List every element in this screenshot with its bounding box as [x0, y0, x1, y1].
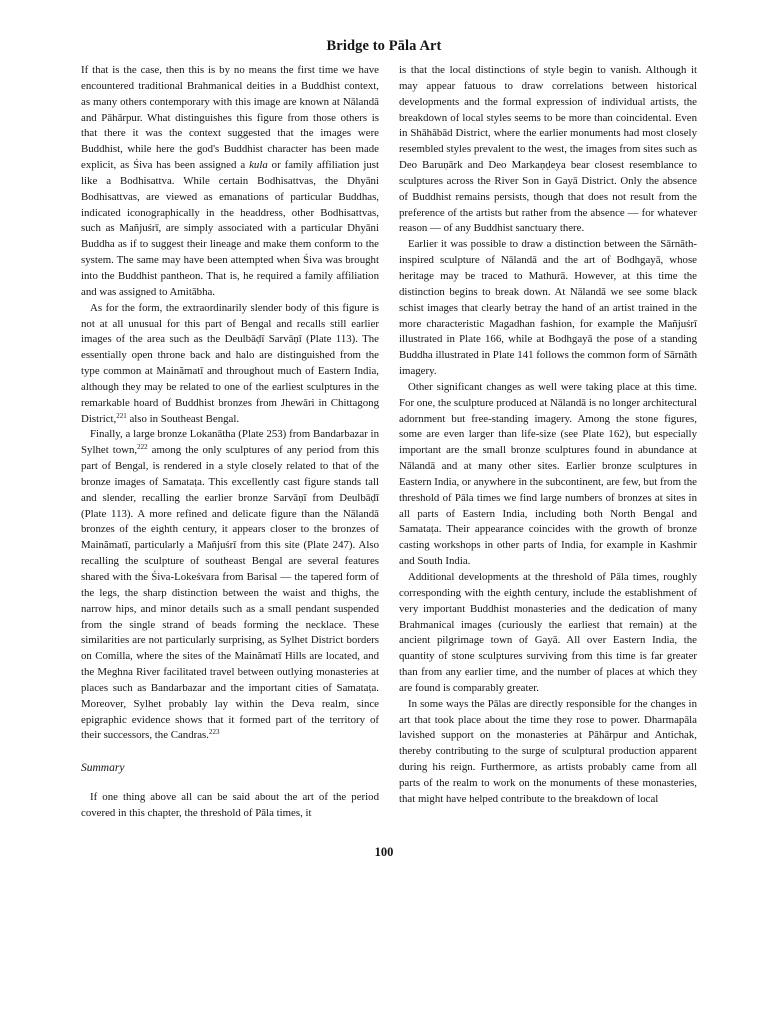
paragraph: In some ways the Pālas are directly responsible for the changes in art that took place about the time they rose to power. Dharmapāla lavished support on the monasteries at Pāhārpur and Antichak, thereby contributing to the surge of sculptural production apparent during his reign. Furthermore, as artists probably came from all parts of the realm to work on the monuments of these monasteries, that might have helped contribute to the breakdown of local: [399, 697, 697, 805]
paragraph-text: or family affiliation just like a Bodhisattva. While certain Bodhisattvas, the Dhyāni Bodhisattvas, are viewed as emanations of particular Buddhas, indicated iconographically in the headdress, other Bodhisattvas, such as Mañjuśrī, are simply associated with a particular Dhyāni Buddha as if to suggest their lineage and make them conform to the system. The same may have been attempted when Śiva was brought into the Buddhist pantheon. That is, he required a family affiliation and was assigned to Amitābha.: [81, 159, 379, 298]
paragraph: [81, 301, 379, 428]
paragraph-text: among the only sculptures of any period from this part of Bengal, is rendered in a style closely related to that of the bronze images of Samataṭa. This excellently cast figure stands tall and slender, recalling the earlier bronze Sarvāṇī from Deulbāḍī (Plate 113). A more refined and delicate figure than the Nālandā bronzes of the eighth century, it appears closer to the bronzes of Mainămatī, particularly a Mañjuśrī from this site (Plate 247). Also recalling the sculpture of southeast Bengal are several features shared with the Śiva-Lokeśvara from Barisal — the tapered form of the legs, the sharp distinction between the waist and thighs, the narrow hips, and minor details such as a small pendant suspended from the single strand of beads forming the necklace. These similarities are not particularly surprising, as Sylhet District borders on Comilla, where the sites of the Mainămatī Hills are located, and the Meghna River facilitated travel between outlying monasteries at places such as Bandarbazar and the important cities of Samataṭa. Moreover, Sylhet probably lay within the Deva realm, since epigraphic evidence shows that it formed part of the territory of their successors, the Candras.: [81, 444, 379, 742]
paragraph: Additional developments at the threshold of Pāla times, roughly corresponding with the eighth century, include the establishment of very important Buddhist monasteries and the dedication of many Brahmanical images (curiously the earliest that remain) at the ancient pilgrimage town of Gayā. All over Eastern India, the quantity of stone sculptures surviving from this time is far greater than from any earlier time, and the number of places at which they are found is comparably greater.: [399, 571, 697, 694]
paragraph-text: also in Southeast Bengal.: [126, 412, 240, 425]
paragraph: Earlier it was possible to draw a distinction between the Sārnāth-inspired sculpture of Nālandā and the art of Bodhgayā, whose heritage may be traced to Mathurā. However, at this time the distinction begins to break down. At Nālandā we see some black schist images that clearly betray the hand of an artist trained in the more characteristic Magadhan fashion, for example the Mañjuśrī illustrated in Plate 166, while at Bodhgayā the pose of a standing Buddha illustrated in Plate 141 follows the common form of Sārnāth imagery.: [399, 238, 697, 378]
right-column: [399, 63, 697, 808]
section-heading-summary: Summary: [81, 762, 125, 775]
page-number: 100: [374, 845, 394, 859]
running-head-title: Bridge to Pāla Art: [326, 38, 442, 54]
paragraph-text: If that is the case, then this is by no means the first time we have encountered traditional Brahmanical deities in a Buddhist context, as many others contemporary with this image are known at Nālandā and Pāhārpur. What distinguishes this figure from those others is that there it was the context suggested that the images were Buddhist, while here the god's Buddhist character has been made explicit, as Śiva has been assigned a: [81, 64, 379, 172]
paragraph: is that the local distinctions of style begin to vanish. Although it may appear fatuous to draw correlations between historical developments and the formal expression of individual artists, the breakdown of local styles seems to be more than coincidental. Even in Shāhābād District, where the earlier monuments had most closely resembled styles prevalent to the west, the images from sites such as Deo Baruṇārk and Deo Markaṇḍeya bear closest resemblance to sculptures across the River Son in Gayā District. Only the absence of Buddhist remains persists, though that does not result from the preference of the artists but rather from the absence — for whatever reason — of any Buddhist sanctuary there.: [399, 64, 697, 235]
footnote-marker: 221: [116, 411, 127, 420]
footnote-marker: 222: [137, 443, 148, 452]
italic-term: kula: [249, 159, 268, 172]
footnote-marker: 223: [208, 728, 220, 737]
paragraph: Other significant changes as well were taking place at this time. For one, the sculpture produced at Nālandā is no longer architectural adornment but free-standing imagery. Among the stone figures, some are even larger than life-size (see Plate 162), but especially important are the small bronze sculptures found in abundance at Nālandā and at many other sites. Earlier bronze sculptures in Eastern India, or anywhere in the subcontinent, are few, but from the threshold of Pāla times we find large numbers of bronzes at sites in all parts of Eastern India, including both North Bengal and Samataṭa. Their appearance coincides with the growth of bronze casting workshops in other parts of India, for example in Kashmir and South India.: [399, 380, 697, 568]
paragraph: [81, 427, 379, 744]
paragraph: If one thing above all can be said about the art of the period covered in this chapter, the threshold of Pāla times, it: [81, 791, 379, 820]
paragraph-text: Finally, a large bronze Lokanātha (Plate 253) from Bandarbazar in Sylhet town,: [81, 428, 379, 457]
paragraph-text: As for the form, the extraordinarily slender body of this figure is not at all unusual for this part of Bengal and recalls still earlier images of the area such as the Deulbāḍī Sarvāṇī (Plate 113). The essentially open throne back and halo are distinguished from the type common at Mainămatī and throughout much of Eastern India, although they may be related to one of the earliest sculptures in the remarkable hoard of Buddhist bronzes from Jhewāri in Chittagong District,: [81, 301, 379, 425]
left-column: [81, 63, 379, 822]
paragraph: [81, 63, 379, 301]
